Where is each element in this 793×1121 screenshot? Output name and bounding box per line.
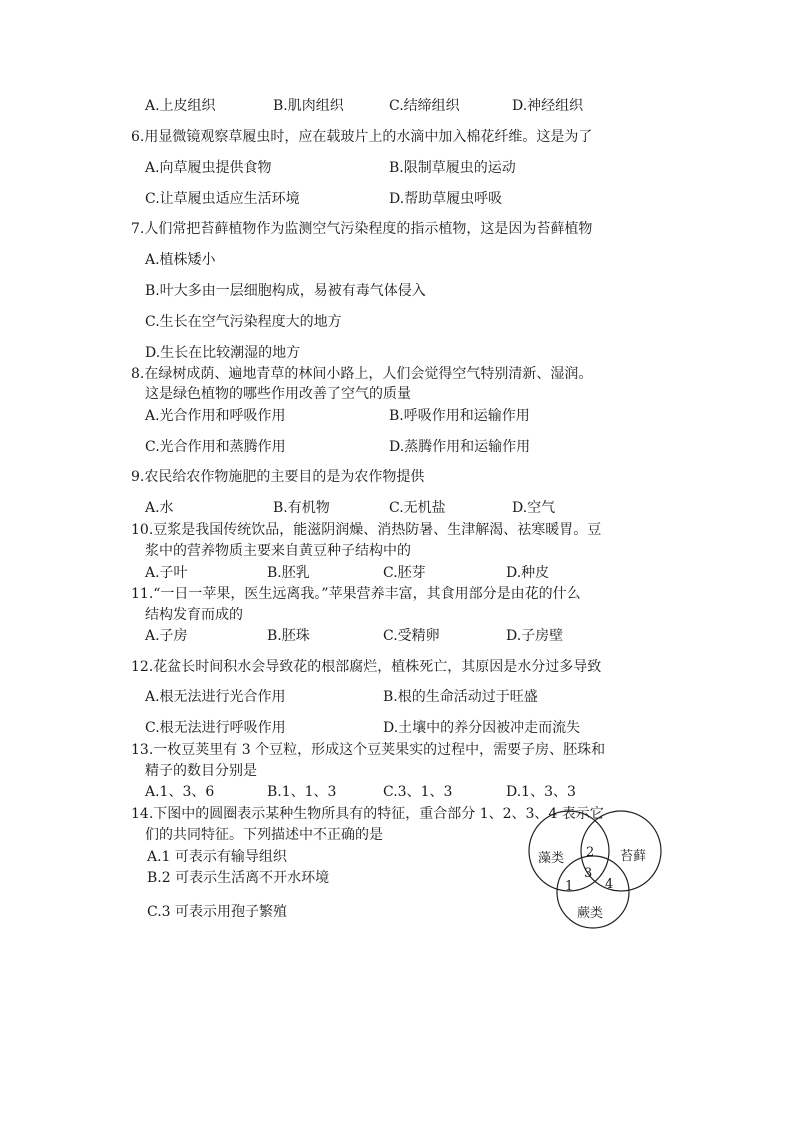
q6-option-b: B.限制草履虫的运动 bbox=[389, 160, 516, 176]
venn-region-4: 4 bbox=[605, 877, 614, 892]
q14-option-b: B.2 可表示生活离不开水环境 bbox=[147, 870, 330, 886]
q6-option-a: A.向草履虫提供食物 bbox=[145, 160, 272, 176]
q12-option-d: D.土壤中的养分因被冲走而流失 bbox=[383, 720, 581, 736]
q12-option-c: C.根无法进行呼吸作用 bbox=[145, 720, 286, 736]
q6-option-c: C.让草履虫适应生活环境 bbox=[145, 191, 300, 207]
venn-diagram bbox=[524, 800, 664, 930]
q10-option-d: D.种皮 bbox=[506, 565, 550, 581]
q13-option-d: D.1、3、3 bbox=[506, 784, 576, 800]
q8-option-b: B.呼吸作用和运输作用 bbox=[389, 408, 530, 424]
q8-option-d: D.蒸腾作用和运输作用 bbox=[389, 439, 531, 455]
q7-option-a: A.植株矮小 bbox=[145, 252, 216, 268]
q5-option-b: B.肌肉组织 bbox=[273, 98, 344, 114]
q12-stem: 12.花盆长时间积水会导致花的根部腐烂，植株死亡，其原因是水分过多导致 bbox=[131, 659, 602, 675]
q12-option-a: A.根无法进行光合作用 bbox=[145, 689, 286, 705]
q11-option-c: C.受精卵 bbox=[383, 628, 440, 644]
q13-option-c: C.3、1、3 bbox=[383, 784, 453, 800]
q11-stem-line1: 11.“一日一苹果，医生远离我。”苹果营养丰富，其食用部分是由花的什么 bbox=[131, 586, 581, 602]
q9-option-c: C.无机盐 bbox=[389, 500, 446, 516]
q10-option-c: C.胚芽 bbox=[383, 565, 426, 581]
q9-option-d: D.空气 bbox=[512, 500, 556, 516]
venn-region-3: 3 bbox=[584, 866, 593, 881]
q11-option-a: A.子房 bbox=[145, 628, 188, 644]
q14-option-a: A.1 可表示有输导组织 bbox=[147, 849, 287, 865]
q7-option-c: C.生长在空气污染程度大的地方 bbox=[145, 314, 342, 330]
q14-option-c: C.3 可表示用孢子繁殖 bbox=[147, 904, 288, 920]
q6-stem: 6.用显微镜观察草履虫时，应在载玻片上的水滴中加入棉花纤维。这是为了 bbox=[131, 129, 593, 145]
venn-label-fern: 蕨类 bbox=[577, 906, 604, 921]
q12-option-b: B.根的生命活动过于旺盛 bbox=[383, 689, 538, 705]
q11-stem-line2: 结构发育而成的 bbox=[145, 607, 243, 623]
q7-option-b: B.叶大多由一层细胞构成，易被有毒气体侵入 bbox=[145, 283, 426, 299]
q10-stem-line1: 10.豆浆是我国传统饮品，能滋阴润燥、消热防暑、生津解渴、祛寒暖胃。豆 bbox=[131, 522, 602, 538]
q8-option-c: C.光合作用和蒸腾作用 bbox=[145, 439, 286, 455]
q13-stem-line2: 精子的数目分别是 bbox=[145, 763, 257, 779]
q9-option-b: B.有机物 bbox=[273, 500, 330, 516]
venn-region-1: 1 bbox=[565, 879, 574, 894]
q9-option-a: A.水 bbox=[145, 500, 174, 516]
q13-option-a: A.1、3、6 bbox=[145, 784, 215, 800]
q7-option-d: D.生长在比较潮湿的地方 bbox=[145, 345, 301, 361]
q11-option-b: B.胚珠 bbox=[267, 628, 310, 644]
venn-label-moss: 苔藓 bbox=[620, 849, 647, 864]
q10-option-b: B.胚乳 bbox=[267, 565, 310, 581]
q6-option-d: D.帮助草履虫呼吸 bbox=[389, 191, 503, 207]
q9-stem: 9.农民给农作物施肥的主要目的是为农作物提供 bbox=[131, 469, 425, 485]
q5-option-c: C.结缔组织 bbox=[389, 98, 460, 114]
q13-option-b: B.1、1、3 bbox=[267, 784, 337, 800]
q5-option-a: A.上皮组织 bbox=[145, 98, 216, 114]
q14-stem-line2: 们的共同特征。下列描述中不正确的是 bbox=[145, 827, 383, 843]
q8-option-a: A.光合作用和呼吸作用 bbox=[145, 408, 286, 424]
venn-region-2: 2 bbox=[586, 845, 595, 860]
q5-option-d: D.神经组织 bbox=[512, 98, 584, 114]
venn-label-algae: 藻类 bbox=[538, 851, 565, 866]
q10-option-a: A.子叶 bbox=[145, 565, 188, 581]
q8-stem-line1: 8.在绿树成荫、遍地青草的林间小路上，人们会觉得空气特别清新、湿润。 bbox=[131, 366, 593, 382]
q13-stem-line1: 13.一枚豆荚里有 3 个豆粒，形成这个豆荚果实的过程中，需要子房、胚珠和 bbox=[131, 742, 606, 758]
q14-stem-line1: 14.下图中的圆圈表示某种生物所具有的特征，重合部分 1、2、3、4 表示它 bbox=[131, 806, 604, 822]
q8-stem-line2: 这是绿色植物的哪些作用改善了空气的质量 bbox=[145, 386, 411, 402]
q10-stem-line2: 浆中的营养物质主要来自黄豆种子结构中的 bbox=[145, 543, 411, 559]
q7-stem: 7.人们常把苔藓植物作为监测空气污染程度的指示植物，这是因为苔藓植物 bbox=[131, 221, 593, 237]
q11-option-d: D.子房壁 bbox=[506, 628, 564, 644]
